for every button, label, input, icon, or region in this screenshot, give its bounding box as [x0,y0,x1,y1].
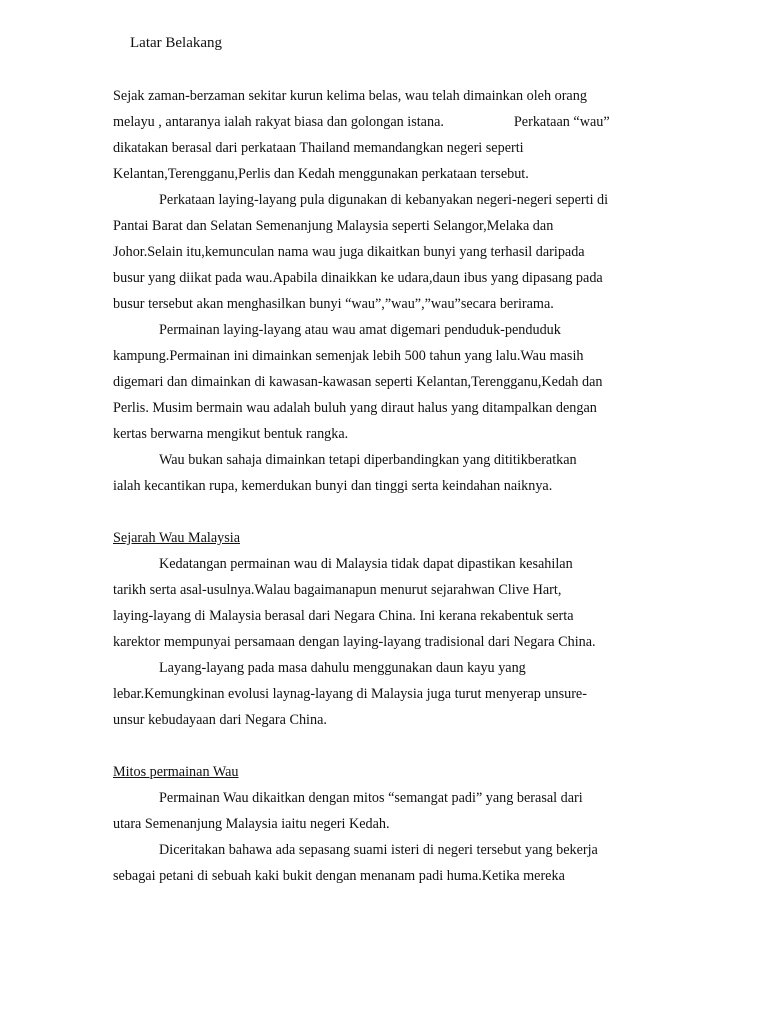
para2-line-4: busur yang diikat pada wau.Apabila dinaikkan ke udara,daun ibus yang dipasang pada [113,270,603,286]
intro-line-1: Sejak zaman-berzaman sekitar kurun kelima belas, wau telah dimainkan oleh orang [113,88,587,104]
intro-line-2-tail: Perkataan “wau” [513,114,610,130]
sec2-p1-line-1: Permainan Wau dikaitkan dengan mitos “semangat padi” yang berasal dari [159,790,583,806]
para2-line-1: Perkataan laying-layang pula digunakan di kebanyakan negeri-negeri seperti di [159,192,609,208]
para3-line-4: Perlis. Musim bermain wau adalah buluh yang diraut halus yang ditampalkan dengan [113,400,597,416]
intro-line-4: Kelantan,Terengganu,Perlis dan Kedah menggunakan perkataan tersebut. [113,166,529,182]
para3-line-2: kampung.Permainan ini dimainkan semenjak lebih 500 tahun yang lalu.Wau masih [113,348,584,364]
sec1-p1-line-3: laying-layang di Malaysia berasal dari Negara China. Ini kerana rekabentuk serta [113,608,574,624]
sec1-p1-line-4: karektor mempunyai persamaan dengan laying-layang tradisional dari Negara China. [113,634,596,650]
sec2-p1-line-2: utara Semenanjung Malaysia iaitu negeri Kedah. [113,816,390,832]
sec2-p2-line-1: Diceritakan bahawa ada sepasang suami isteri di negeri tersebut yang bekerja [159,842,598,858]
document-body [113,83,683,889]
sec1-p2-line-1: Layang-layang pada masa dahulu menggunakan daun kayu yang [159,660,526,676]
section-title-mitos: Mitos permainan Wau [113,764,239,780]
sec1-p2-line-2: lebar.Kemungkinan evolusi laynag-layang di Malaysia juga turut menyerap unsure- [113,686,587,702]
para4-line-2: ialah kecantikan rupa, kemerdukan bunyi dan tinggi serta keindahan naiknya. [113,478,553,494]
sec1-p1-line-2: tarikh serta asal-usulnya.Walau bagaimanapun menurut sejarahwan Clive Hart, [113,582,562,598]
sec2-p2-line-2: sebagai petani di sebuah kaki bukit dengan menanam padi huma.Ketika mereka [113,868,565,884]
para3-line-3: digemari dan dimainkan di kawasan-kawasan seperti Kelantan,Terengganu,Kedah dan [113,374,603,390]
para2-line-3: Johor.Selain itu,kemunculan nama wau juga dikaitkan bunyi yang terhasil daripada [113,244,585,260]
para3-line-1: Permainan laying-layang atau wau amat digemari penduduk-penduduk [159,322,561,338]
para2-line-5: busur tersebut akan menghasilkan bunyi “wau”,”wau”,”wau”secara berirama. [113,296,554,312]
para2-line-2: Pantai Barat dan Selatan Semenanjung Malaysia seperti Selangor,Melaka dan [113,218,554,234]
intro-line-3: dikatakan berasal dari perkataan Thailand memandangkan negeri seperti [113,140,524,156]
sec1-p1-line-1: Kedatangan permainan wau di Malaysia tidak dapat dipastikan kesahilan [159,556,573,572]
para3-line-5: kertas berwarna mengikut bentuk rangka. [113,426,349,442]
intro-line-2-text: melayu , antaranya ialah rakyat biasa dan golongan istana. [113,114,444,130]
section-title-sejarah: Sejarah Wau Malaysia [113,530,241,546]
para4-line-1: Wau bukan sahaja dimainkan tetapi diperbandingkan yang dititikberatkan [159,452,577,468]
heading-latar-belakang: Latar Belakang [130,35,223,51]
intro-line-2 [113,109,683,135]
sec1-p2-line-3: unsur kebudayaan dari Negara China. [113,712,327,728]
